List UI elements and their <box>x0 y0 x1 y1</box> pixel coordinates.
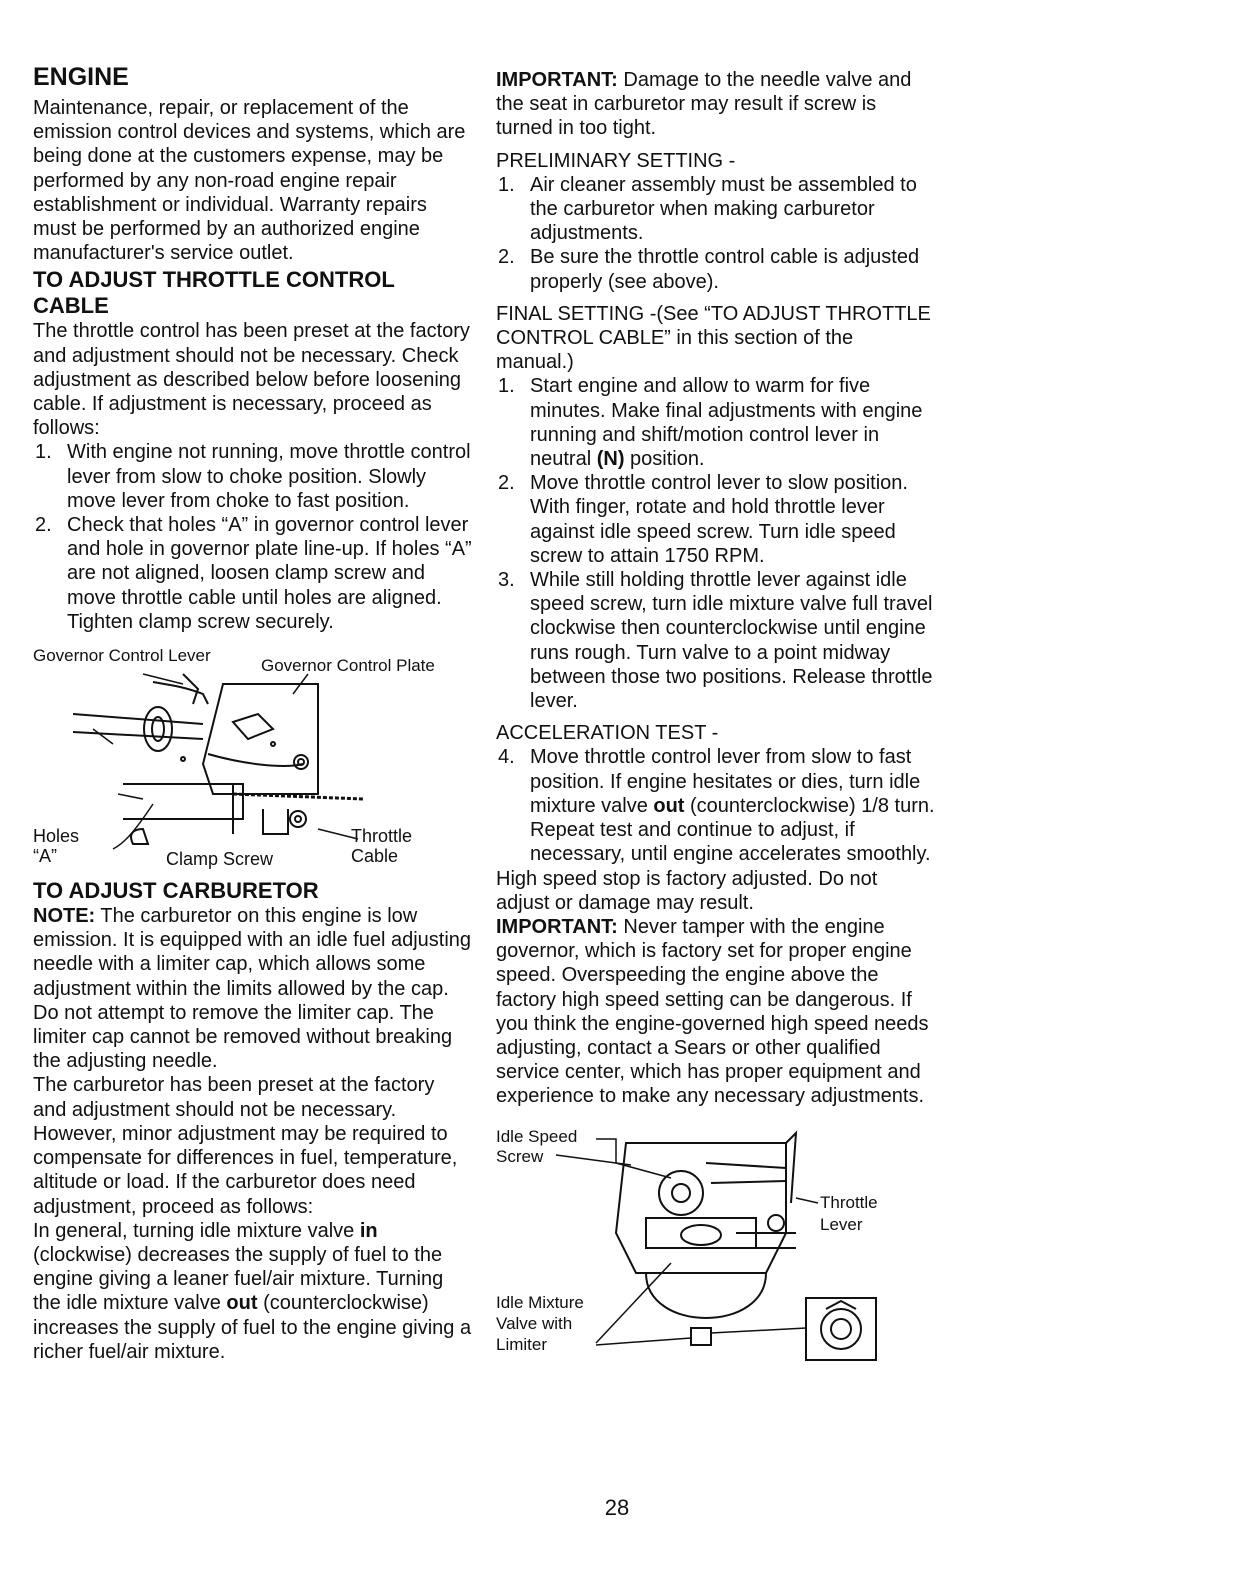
label-throttle-lever-1: Throttle <box>820 1192 878 1212</box>
label-valve-with: Valve with <box>496 1313 573 1333</box>
label-cable: Cable <box>351 846 399 867</box>
label-throttle: Throttle <box>351 826 413 847</box>
high-speed-paragraph: High speed stop is factory adjusted. Do not adjust or damage may result. <box>496 867 878 914</box>
left-column <box>33 62 473 1364</box>
governor-figure <box>33 644 473 874</box>
engine-heading: ENGINE <box>33 63 129 91</box>
final-setting-heading: FINAL SETTING -(See “TO ADJUST THROTTLE CONTROL CABLE” in this section of the manual.) <box>496 302 931 374</box>
general-paragraph: In general, turning idle mixture valve in (clockwise) decreases the supply of fuel to the engine giving a leaner fuel/air mixture. Turning the idle mixture valve out (counterclockwise) increases the supply of fuel to the engine giving a richer fuel/air mixture. <box>33 1219 472 1363</box>
engine-paragraph: Maintenance, repair, or replacement of the emission control devices and systems, which are being done at the customers expense, may be performed by any non-road engine repair establishment or individual. Warranty repairs must be performed by an authorized engine manufacturer's service outlet. <box>33 97 466 265</box>
label-governor-lever: Governor Control Lever <box>33 646 211 666</box>
label-limiter: Limiter <box>496 1334 548 1354</box>
important-governor: IMPORTANT: Never tamper with the engine governor, which is factory set for proper engine speed. Overspeeding the engine above the factory high speed setting can be dangerous. If you think the engine-governed high speed needs adjusting, contact a Sears or other qualified service center, which has proper equipment and experience to make any necessary adjustments. <box>496 915 929 1108</box>
list-item: 3. While still holding throttle lever against idle speed screw, turn idle mixture valve full travel clockwise then counterclockwise until engine runs rough. Turn valve to a point midway between those two positions. Release throttle lever. <box>498 569 933 713</box>
list-item: 2. Move throttle control lever to slow position. With finger, rotate and hold throttle lever against idle speed screw. Turn idle speed screw to attain 1750 RPM. <box>498 472 908 567</box>
label-governor-plate: Governor Control Plate <box>261 656 435 676</box>
final-steps <box>496 374 936 713</box>
throttle-intro: The throttle control has been preset at the factory and adjustment should not be necessary. Check adjustment as described below before loosening cable. If adjustment is necessary, proceed as follows: <box>33 320 470 440</box>
important-needle: IMPORTANT: Damage to the needle valve and the seat in carburetor may result if screw is turned in too tight. <box>496 69 912 140</box>
right-column <box>496 68 936 1363</box>
acceleration-heading: ACCELERATION TEST - <box>496 722 719 745</box>
label-holes: Holes <box>33 826 80 847</box>
list-item: 2. Be sure the throttle control cable is adjusted properly (see above). <box>498 246 920 293</box>
carb-preset-paragraph: The carburetor has been preset at the factory and adjustment should not be necessary. However, minor adjustment may be required to compensate for differences in fuel, temperature, altitude or load. If the carburetor does need adjustment, proceed as follows: <box>33 1074 458 1218</box>
preliminary-steps <box>496 173 936 294</box>
list-item: 1. Air cleaner assembly must be assembled to the carburetor when making carburetor adjustments. <box>498 173 917 245</box>
list-item: 1. Start engine and allow to warm for five minutes. Make final adjustments with engine running and shift/motion control lever in neutral (N) position. <box>498 375 923 471</box>
carburetor-heading: TO ADJUST CARBURETOR <box>33 878 319 904</box>
throttle-steps <box>33 440 473 634</box>
carburetor-figure <box>496 1123 936 1363</box>
label-a: “A” <box>33 846 57 867</box>
list-item: 4. Move throttle control lever from slow to fast position. If engine hesitates or dies, turn idle mixture valve out (counterclockwise) 1/8 turn. Repeat test and continue to adjust, if necessary, until engine accelerates smoothly. <box>498 746 935 866</box>
list-item: 2. Check that holes “A” in governor control lever and hole in governor plate line-up. If holes “A” are not aligned, loosen clamp screw and move throttle cable until holes are aligned. Tighten clamp screw securely. <box>35 514 472 633</box>
list-item: 1. With engine not running, move throttle control lever from slow to choke position. Slowly move lever from choke to fast position. <box>35 441 471 512</box>
throttle-cable-heading: TO ADJUST THROTTLE CONTROL CABLE <box>33 267 395 319</box>
label-idle-mixture: Idle Mixture <box>496 1292 584 1312</box>
acceleration-steps <box>496 745 936 866</box>
label-screw: Screw <box>496 1146 544 1166</box>
page-number: 28 <box>604 1495 630 1520</box>
note-paragraph: NOTE: The carburetor on this engine is low emission. It is equipped with an idle fuel adjusting needle with a limiter cap, which allows some adjustment within the limits allowed by the cap. Do not attempt to remove the limiter cap. The limiter cap cannot be removed without breaking the adjusting needle. <box>33 905 472 1073</box>
label-idle-speed: Idle Speed <box>496 1126 578 1146</box>
label-throttle-lever-2: Lever <box>820 1214 863 1234</box>
preliminary-heading: PRELIMINARY SETTING - <box>496 149 736 172</box>
label-clamp-screw: Clamp Screw <box>166 849 274 870</box>
